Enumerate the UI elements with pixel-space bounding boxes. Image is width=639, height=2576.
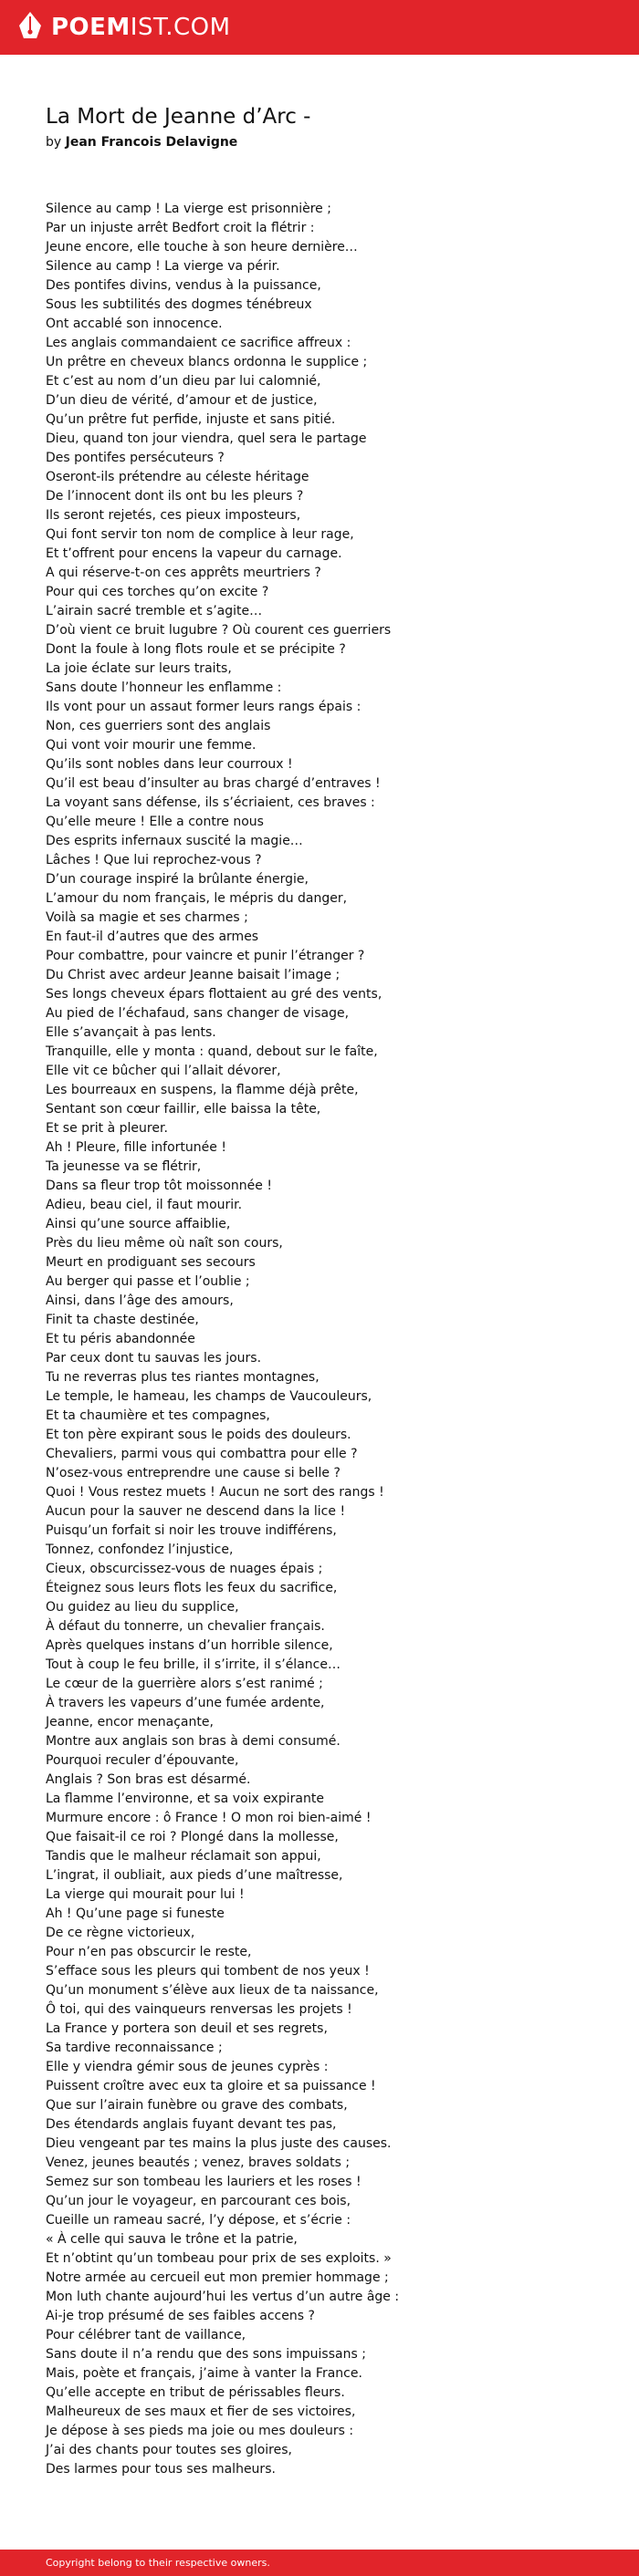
poem-line: Qu’un monument s’élève aux lieux de ta naissance, [46, 1983, 379, 1998]
poem-line: Cueille un rameau sacré, l’y dépose, et s’écrie : [46, 2213, 351, 2228]
poem-line: Et t’offrent pour encens la vapeur du carnage. [46, 546, 342, 561]
poem-line: Tu ne reverras plus tes riantes montagnes, [46, 1370, 320, 1385]
poem-line: Tranquille, elle y monta : quand, debout sur le faîte, [46, 1044, 378, 1059]
poem-line: Sa tardive reconnaissance ; [46, 2041, 223, 2055]
poem-line: Les anglais commandaient ce sacrifice affreux : [46, 336, 351, 350]
poem-title: La Mort de Jeanne d’Arc - [46, 105, 311, 129]
poem-line: Ils seront rejetés, ces pieux imposteurs, [46, 508, 301, 523]
poem-line: S’efface sous les pleurs qui tombent de nos yeux ! [46, 1964, 370, 1979]
poem-line: À défaut du tonnerre, un chevalier français. [46, 1619, 325, 1634]
poem-line: Anglais ? Son bras est désarmé. [46, 1772, 251, 1787]
poem-line: D’un courage inspiré la brûlante énergie, [46, 872, 309, 887]
poem-line: Éteignez sous leurs flots les feux du sacrifice, [46, 1581, 338, 1595]
poem-line: Non, ces guerriers sont des anglais [46, 719, 271, 733]
poem-line: Pourquoi reculer d’épouvante, [46, 1753, 239, 1768]
poem-line: Mais, poète et français, j’aime à vanter la France. [46, 2366, 362, 2381]
poem-line: De l’innocent dont ils ont bu les pleurs ? [46, 489, 304, 504]
poem-line: Tout à coup le feu brille, il s’irrite, il s’élance… [46, 1657, 340, 1672]
poem-line: Qui vont voir mourir une femme. [46, 738, 257, 753]
poem-line: Et tu péris abandonnée [46, 1332, 195, 1346]
poem-line: Venez, jeunes beautés ; venez, braves soldats ; [46, 2155, 351, 2170]
copyright-text: Copyright belong to their respective owners. [46, 2557, 270, 2569]
poem-line: Et ta chaumière et tes compagnes, [46, 1408, 270, 1423]
poem-line: Le temple, le hameau, les champs de Vaucouleurs, [46, 1389, 372, 1404]
poem-line: Des pontifes persécuteurs ? [46, 451, 225, 465]
poem-line: Des pontifes divins, vendus à la puissance, [46, 278, 321, 293]
poem-line: Qu’un jour le voyageur, en parcourant ces bois, [46, 2194, 351, 2208]
poem-line: Qu’un prêtre fut perfide, injuste et sans pitié. [46, 412, 336, 427]
poem-line: Ah ! Pleure, fille infortunée ! [46, 1140, 226, 1155]
logo-text-light: IST.COM [130, 14, 231, 41]
poem-line: Sous les subtilités des dogmes ténébreux [46, 297, 312, 312]
poem-line: Quoi ! Vous restez muets ! Aucun ne sort des rangs ! [46, 1485, 384, 1500]
poem-line: La flamme l’environne, et sa voix expirante [46, 1792, 324, 1806]
poem-author[interactable]: Jean Francois Delavigne [65, 135, 238, 150]
poem-line: Elle s’avançait à pas lents. [46, 1025, 216, 1040]
poem-line: Montre aux anglais son bras à demi consumé. [46, 1734, 340, 1749]
poem-line: Qui font servir ton nom de complice à leur rage, [46, 527, 354, 542]
poem-line: Au pied de l’échafaud, sans changer de visage, [46, 1006, 350, 1021]
poem-line: La France y portera son deuil et ses regrets, [46, 2021, 328, 2036]
poem-line: Adieu, beau ciel, il faut mourir. [46, 1198, 243, 1212]
poem-line: Les bourreaux en suspens, la flamme déjà prête, [46, 1083, 359, 1097]
poem-line: Puisqu’un forfait si noir les trouve indifférens, [46, 1523, 337, 1538]
poem-line: Des larmes pour tous ses malheurs. [46, 2462, 276, 2477]
poem-line: L’amour du nom français, le mépris du danger, [46, 891, 348, 906]
poem-line: Je dépose à ses pieds ma joie ou mes douleurs : [46, 2424, 354, 2438]
byline-prefix: by [46, 135, 62, 150]
poem-line: Meurt en prodiguant ses secours [46, 1255, 256, 1270]
poem-line: Pour combattre, pour vaincre et punir l’étranger ? [46, 949, 365, 963]
poem-line: Notre armée au cercueil eut mon premier hommage ; [46, 2270, 389, 2285]
poem-line: Elle y viendra gémir sous de jeunes cyprès : [46, 2060, 329, 2074]
poem-line: Qu’elle accepte en tribut de périssables fleurs. [46, 2385, 345, 2400]
poem-line: Ils vont pour un assaut former leurs rangs épais : [46, 700, 361, 714]
poem-line: La voyant sans défense, ils s’écriaient, ces braves : [46, 795, 375, 810]
logo-text-bold: POEM [51, 14, 131, 41]
poem-line: Ah ! Qu’une page si funeste [46, 1906, 225, 1921]
poem-line: Et c’est au nom d’un dieu par lui calomnié, [46, 374, 321, 389]
poem-line: Par ceux dont tu sauvas les jours. [46, 1351, 262, 1366]
poem-line: Et n’obtint qu’un tombeau pour prix de ses exploits. » [46, 2251, 392, 2266]
poem-line: Des étendards anglais fuyant devant tes pas, [46, 2117, 337, 2132]
poem-line: Ou guidez au lieu du supplice, [46, 1600, 239, 1615]
poem-line: De ce règne victorieux, [46, 1926, 195, 1940]
poem-line: Ainsi, dans l’âge des amours, [46, 1293, 234, 1308]
poem-line: Dieu vengeant par tes mains la plus juste des causes. [46, 2136, 392, 2151]
poem-line: J’ai des chants pour toutes ses gloires, [46, 2443, 292, 2457]
poem-line: Et se prit à pleurer. [46, 1121, 168, 1136]
poem-line: Murmure encore : ô France ! O mon roi bien-aimé ! [46, 1811, 372, 1825]
poem-line: « À celle qui sauva le trône et la patrie, [46, 2232, 298, 2247]
poem-line: Pour n’en pas obscurcir le reste, [46, 1945, 252, 1959]
poem-line: Voilà sa magie et ses charmes ; [46, 910, 248, 925]
poem-line: Ô toi, qui des vainqueurs renversas les projets ! [46, 2002, 352, 2017]
poem-line: Jeune encore, elle touche à son heure dernière… [46, 240, 358, 254]
poem-line: Dieu, quand ton jour viendra, quel sera le partage [46, 431, 367, 446]
poem-line: Lâches ! Que lui reprochez-vous ? [46, 853, 262, 867]
poem-line: Ainsi qu’une source affaiblie, [46, 1217, 231, 1231]
site-logo[interactable] [16, 11, 231, 44]
site-header [0, 0, 639, 55]
poem-line: A qui réserve-t-on ces apprêts meurtriers ? [46, 566, 321, 580]
poem-line: Tandis que le malheur réclamait son appui, [46, 1849, 321, 1864]
poem-line: Silence au camp ! La vierge est prisonnière ; [46, 202, 331, 216]
site-logo-text [51, 11, 231, 44]
poem-line: Dans sa fleur trop tôt moissonnée ! [46, 1179, 272, 1193]
poem-line: N’osez-vous entreprendre une cause si belle ? [46, 1466, 340, 1480]
poem-line: Après quelques instans d’un horrible silence, [46, 1638, 333, 1653]
poem-line: Qu’elle meure ! Elle a contre nous [46, 815, 264, 829]
poem-line: Ai-je trop présumé de ses faibles accens ? [46, 2309, 315, 2323]
poem-line: Elle vit ce bûcher qui l’allait dévorer, [46, 1064, 281, 1078]
poem-line: À travers les vapeurs d’une fumée ardente, [46, 1696, 325, 1710]
poem-line: Chevaliers, parmi vous qui combattra pour elle ? [46, 1447, 358, 1461]
poem-line: Mon luth chante aujourd’hui les vertus d’un autre âge : [46, 2290, 400, 2304]
poem-line: Sans doute il n’a rendu que des sons impuissans ; [46, 2347, 366, 2362]
poem-line: Un prêtre en cheveux blancs ordonna le supplice ; [46, 355, 368, 369]
poem-line: Malheureux de ses maux et fier de ses victoires, [46, 2405, 356, 2419]
fountain-pen-nib-icon [16, 11, 44, 44]
poem-line: Cieux, obscurcissez-vous de nuages épais ; [46, 1562, 323, 1576]
poem-line: L’ingrat, il oubliait, aux pieds d’une maîtresse, [46, 1868, 343, 1883]
poem-line: En faut-il d’autres que des armes [46, 930, 259, 944]
poem-line: La vierge qui mourait pour lui ! [46, 1887, 245, 1902]
poem-line: Des esprits infernaux suscité la magie… [46, 834, 303, 848]
poem-line: D’où vient ce bruit lugubre ? Où courent ces guerriers [46, 623, 392, 638]
poem-line: Du Christ avec ardeur Jeanne baisait l’image ; [46, 968, 340, 982]
poem-line: Sans doute l’honneur les enflamme : [46, 680, 282, 695]
site-footer [0, 2550, 639, 2576]
poem-line: Que faisait-il ce roi ? Plongé dans la mollesse, [46, 1830, 339, 1844]
poem-line: Près du lieu même où naît son cours, [46, 1236, 283, 1251]
poem-line: Jeanne, encor menaçante, [46, 1715, 214, 1729]
poem-line: Ont accablé son innocence. [46, 317, 223, 331]
poem-line: Sentant son cœur faillir, elle baissa la tête, [46, 1102, 321, 1117]
poem-line: Ses longs cheveux épars flottaient au gré des vents, [46, 987, 382, 1002]
poem-line: Au berger qui passe et l’oublie ; [46, 1274, 250, 1289]
poem-line: Finit ta chaste destinée, [46, 1313, 199, 1327]
poem-line: Tonnez, confondez l’injustice, [46, 1542, 234, 1557]
poem-body [46, 200, 602, 2479]
poem-line: D’un dieu de vérité, d’amour et de justice, [46, 393, 318, 408]
poem-line: Que sur l’airain funèbre ou grave des combats, [46, 2098, 348, 2113]
poem-line: Semez sur son tombeau les lauriers et les roses ! [46, 2175, 361, 2189]
poem-line: Oseront-ils prétendre au céleste héritage [46, 470, 309, 484]
poem-line: L’airain sacré tremble et s’agite… [46, 604, 263, 618]
poem-line: Dont la foule à long flots roule et se précipite ? [46, 642, 346, 657]
poem-line: Et ton père expirant sous le poids des douleurs. [46, 1428, 351, 1442]
poem-line: Le cœur de la guerrière alors s’est ranimé ; [46, 1677, 323, 1691]
poem-line: Qu’il est beau d’insulter au bras chargé d’entraves ! [46, 776, 381, 791]
poem-line: Puissent croître avec eux ta gloire et sa puissance ! [46, 2079, 376, 2093]
poem-line: Ta jeunesse va se flétrir, [46, 1159, 202, 1174]
poem-line: Qu’ils sont nobles dans leur courroux ! [46, 757, 293, 772]
poem-line: Pour qui ces torches qu’on excite ? [46, 585, 269, 599]
poem-line: Aucun pour la sauver ne descend dans la lice ! [46, 1504, 346, 1519]
poem-line: Pour célébrer tant de vaillance, [46, 2328, 246, 2342]
poem-line: La joie éclate sur leurs traits, [46, 661, 232, 676]
poem-line: Par un injuste arrêt Bedfort croit la flétrir : [46, 221, 315, 235]
poem-line: Silence au camp ! La vierge va périr. [46, 259, 280, 274]
poem-byline [46, 135, 237, 150]
